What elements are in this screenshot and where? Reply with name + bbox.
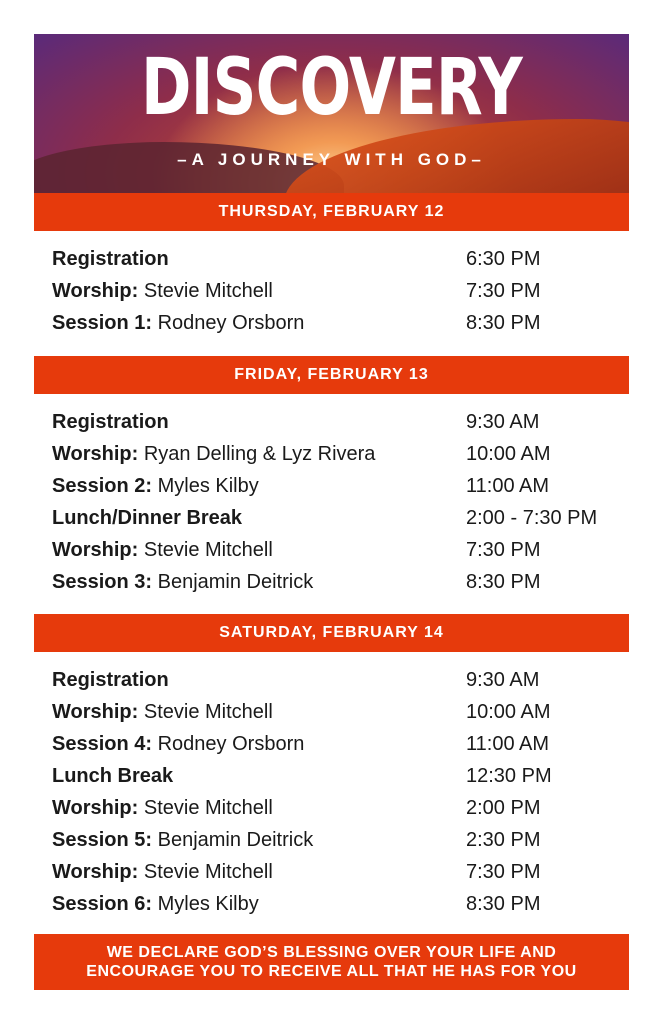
item-label: Worship: [52,443,139,465]
item-speaker: Stevie Mitchell [143,797,273,819]
item-speaker: Rodney Orsborn [157,733,305,755]
footer-banner [34,934,629,990]
item-label-group [52,857,273,887]
item-label: Lunch/Dinner Break [52,507,243,529]
schedule-item [52,407,622,437]
item-time: 7:30 PM [466,861,541,883]
item-label-group [52,244,169,274]
item-time: 8:30 PM [466,571,541,593]
schedule-item [52,729,622,759]
schedule-item [52,857,622,887]
item-label: Worship: [52,280,139,302]
item-label-group [52,567,313,597]
item-speaker: Benjamin Deitrick [157,829,314,851]
item-label-group [52,439,375,469]
event-subtitle: –A JOURNEY WITH GOD– [177,150,486,169]
item-time: 9:30 AM [466,411,540,433]
item-time: 7:30 PM [466,539,541,561]
item-label: Session 4: [52,733,153,755]
item-speaker: Stevie Mitchell [143,280,273,302]
item-speaker: Myles Kilby [157,475,259,497]
event-title: DISCOVERY [141,43,522,133]
schedule-item [52,308,622,338]
item-time: 8:30 PM [466,893,541,915]
item-label: Session 1: [52,312,153,334]
item-label-group [52,276,273,306]
footer-line: WE DECLARE GOD’S BLESSING OVER YOUR LIFE AND [106,944,557,961]
item-label: Worship: [52,539,139,561]
item-time: 11:00 AM [466,475,550,497]
item-label: Session 3: [52,571,153,593]
day-heading: SATURDAY, FEBRUARY 14 [34,614,629,652]
schedule-item [52,276,622,306]
item-label-group [52,889,259,919]
item-label: Worship: [52,701,139,723]
item-label: Worship: [52,861,139,883]
schedule-item [52,761,622,791]
item-label: Registration [52,248,169,270]
schedule-item [52,793,622,823]
item-label: Session 2: [52,475,153,497]
item-label-group [52,697,273,727]
schedule-item [52,503,622,533]
item-time: 8:30 PM [466,312,541,334]
item-label-group [52,729,304,759]
item-label: Registration [52,411,169,433]
item-label-group [52,825,313,855]
schedule-item [52,697,622,727]
item-speaker: Stevie Mitchell [143,539,273,561]
item-time: 7:30 PM [466,280,541,302]
item-speaker: Rodney Orsborn [157,312,305,334]
item-time: 12:30 PM [466,765,552,787]
item-time: 2:00 PM [466,797,541,819]
item-time: 10:00 AM [466,701,551,723]
item-label-group [52,793,273,823]
header-banner [34,34,629,193]
day-heading: FRIDAY, FEBRUARY 13 [34,356,629,394]
item-time: 6:30 PM [466,248,541,270]
item-label: Session 5: [52,829,153,851]
schedule-item [52,471,622,501]
item-time: 10:00 AM [466,443,551,465]
item-speaker: Benjamin Deitrick [157,571,314,593]
schedule-item [52,665,622,695]
item-label-group [52,503,242,533]
schedule-item [52,567,622,597]
item-label-group [52,665,169,695]
footer-line: ENCOURAGE YOU TO RECEIVE ALL THAT HE HAS FOR YOU [86,963,577,980]
item-label-group [52,535,273,565]
item-label: Registration [52,669,169,691]
item-time: 2:00 - 7:30 PM [466,507,598,529]
item-label: Worship: [52,797,139,819]
schedule-item [52,889,622,919]
schedule-item [52,439,622,469]
day-heading: THURSDAY, FEBRUARY 12 [34,193,629,231]
item-label-group [52,761,173,791]
item-label-group [52,407,169,437]
item-speaker: Stevie Mitchell [143,861,273,883]
item-speaker: Stevie Mitchell [143,701,273,723]
item-speaker: Ryan Delling & Lyz Rivera [143,443,376,465]
item-label: Session 6: [52,893,153,915]
item-label-group [52,308,304,338]
schedule-item [52,244,622,274]
item-time: 2:30 PM [466,829,541,851]
item-speaker: Myles Kilby [157,893,259,915]
item-label-group [52,471,259,501]
item-label: Lunch Break [52,765,174,787]
item-time: 9:30 AM [466,669,540,691]
schedule-item [52,535,622,565]
item-time: 11:00 AM [466,733,550,755]
schedule-item [52,825,622,855]
